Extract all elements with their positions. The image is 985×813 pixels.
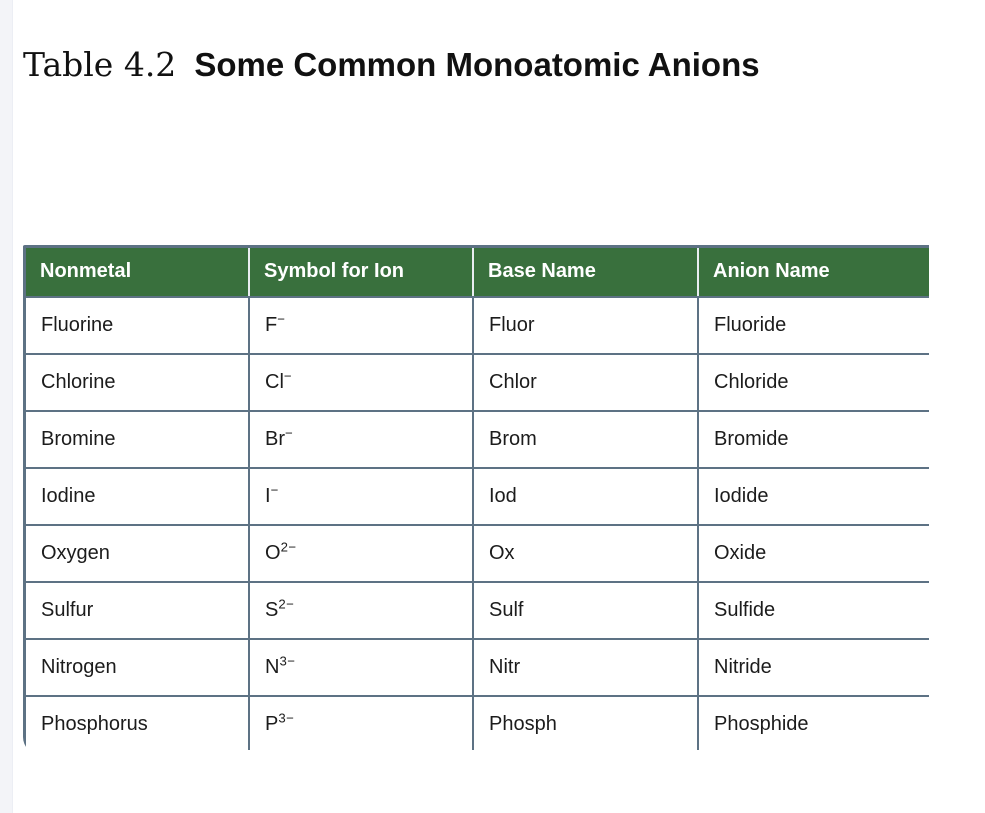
ion-charge: − (283, 368, 293, 384)
table-row (26, 695, 929, 750)
ion-charge: − (285, 425, 294, 441)
cell-anion-name: Chloride (699, 353, 929, 410)
cell-base-name: Phosph (474, 695, 699, 750)
cell-symbol-for-ion (250, 296, 474, 353)
ion-element: N (265, 656, 280, 678)
cell-nonmetal: Sulfur (26, 581, 250, 638)
ion-element: S (265, 599, 279, 621)
cell-nonmetal: Chlorine (26, 353, 250, 410)
ion-element: F (265, 314, 278, 336)
table-caption (23, 22, 913, 108)
cell-anion-name: Iodide (699, 467, 929, 524)
table-caption-label: Table 4.2 (23, 45, 177, 84)
ion-element: Br (265, 428, 285, 450)
cell-nonmetal: Nitrogen (26, 638, 250, 695)
ion-element: P (265, 713, 279, 735)
ion-element: O (265, 542, 281, 564)
table-caption-title: Some Common Monoatomic Anions (194, 46, 760, 83)
cell-symbol-for-ion (250, 467, 474, 524)
table-row (26, 638, 929, 695)
cell-symbol-for-ion (250, 638, 474, 695)
cell-anion-name: Bromide (699, 410, 929, 467)
cell-symbol-for-ion (250, 695, 474, 750)
column-header-nonmetal: Nonmetal (26, 248, 250, 296)
ion-charge: 3− (279, 653, 296, 669)
page-left-gutter (0, 0, 13, 813)
cell-symbol-for-ion (250, 524, 474, 581)
table-row (26, 353, 929, 410)
ion-charge: − (270, 482, 279, 498)
table-header-row (26, 248, 929, 296)
table-row (26, 524, 929, 581)
cell-base-name: Sulf (474, 581, 699, 638)
cell-anion-name: Sulfide (699, 581, 929, 638)
table-header (26, 248, 929, 296)
cell-base-name: Brom (474, 410, 699, 467)
cell-symbol-for-ion (250, 353, 474, 410)
monoatomic-anions-table (23, 245, 929, 750)
table-row (26, 410, 929, 467)
table-clip-container (23, 245, 929, 750)
column-header-base-name: Base Name (474, 248, 699, 296)
cell-anion-name: Phosphide (699, 695, 929, 750)
cell-symbol-for-ion (250, 581, 474, 638)
cell-anion-name: Oxide (699, 524, 929, 581)
cell-symbol-for-ion (250, 410, 474, 467)
ion-charge: 2− (278, 596, 295, 612)
cell-base-name: Ox (474, 524, 699, 581)
cell-base-name: Iod (474, 467, 699, 524)
cell-nonmetal: Bromine (26, 410, 250, 467)
cell-anion-name: Fluoride (699, 296, 929, 353)
ion-element: Cl (265, 371, 284, 393)
column-header-anion-name: Anion Name (699, 248, 929, 296)
cell-base-name: Chlor (474, 353, 699, 410)
cell-nonmetal: Oxygen (26, 524, 250, 581)
table-row (26, 467, 929, 524)
cell-base-name: Fluor (474, 296, 699, 353)
ion-charge: − (277, 311, 286, 327)
table-row (26, 581, 929, 638)
cell-anion-name: Nitride (699, 638, 929, 695)
cell-base-name: Nitr (474, 638, 699, 695)
ion-charge: 2− (280, 539, 297, 555)
document-page (14, 0, 985, 813)
cell-nonmetal: Iodine (26, 467, 250, 524)
cell-nonmetal: Phosphorus (26, 695, 250, 750)
cell-nonmetal: Fluorine (26, 296, 250, 353)
column-header-symbol-for-ion: Symbol for Ion (250, 248, 474, 296)
ion-charge: 3− (278, 710, 295, 726)
ion-element: I (265, 485, 271, 507)
table-body (26, 296, 929, 750)
table-row (26, 296, 929, 353)
